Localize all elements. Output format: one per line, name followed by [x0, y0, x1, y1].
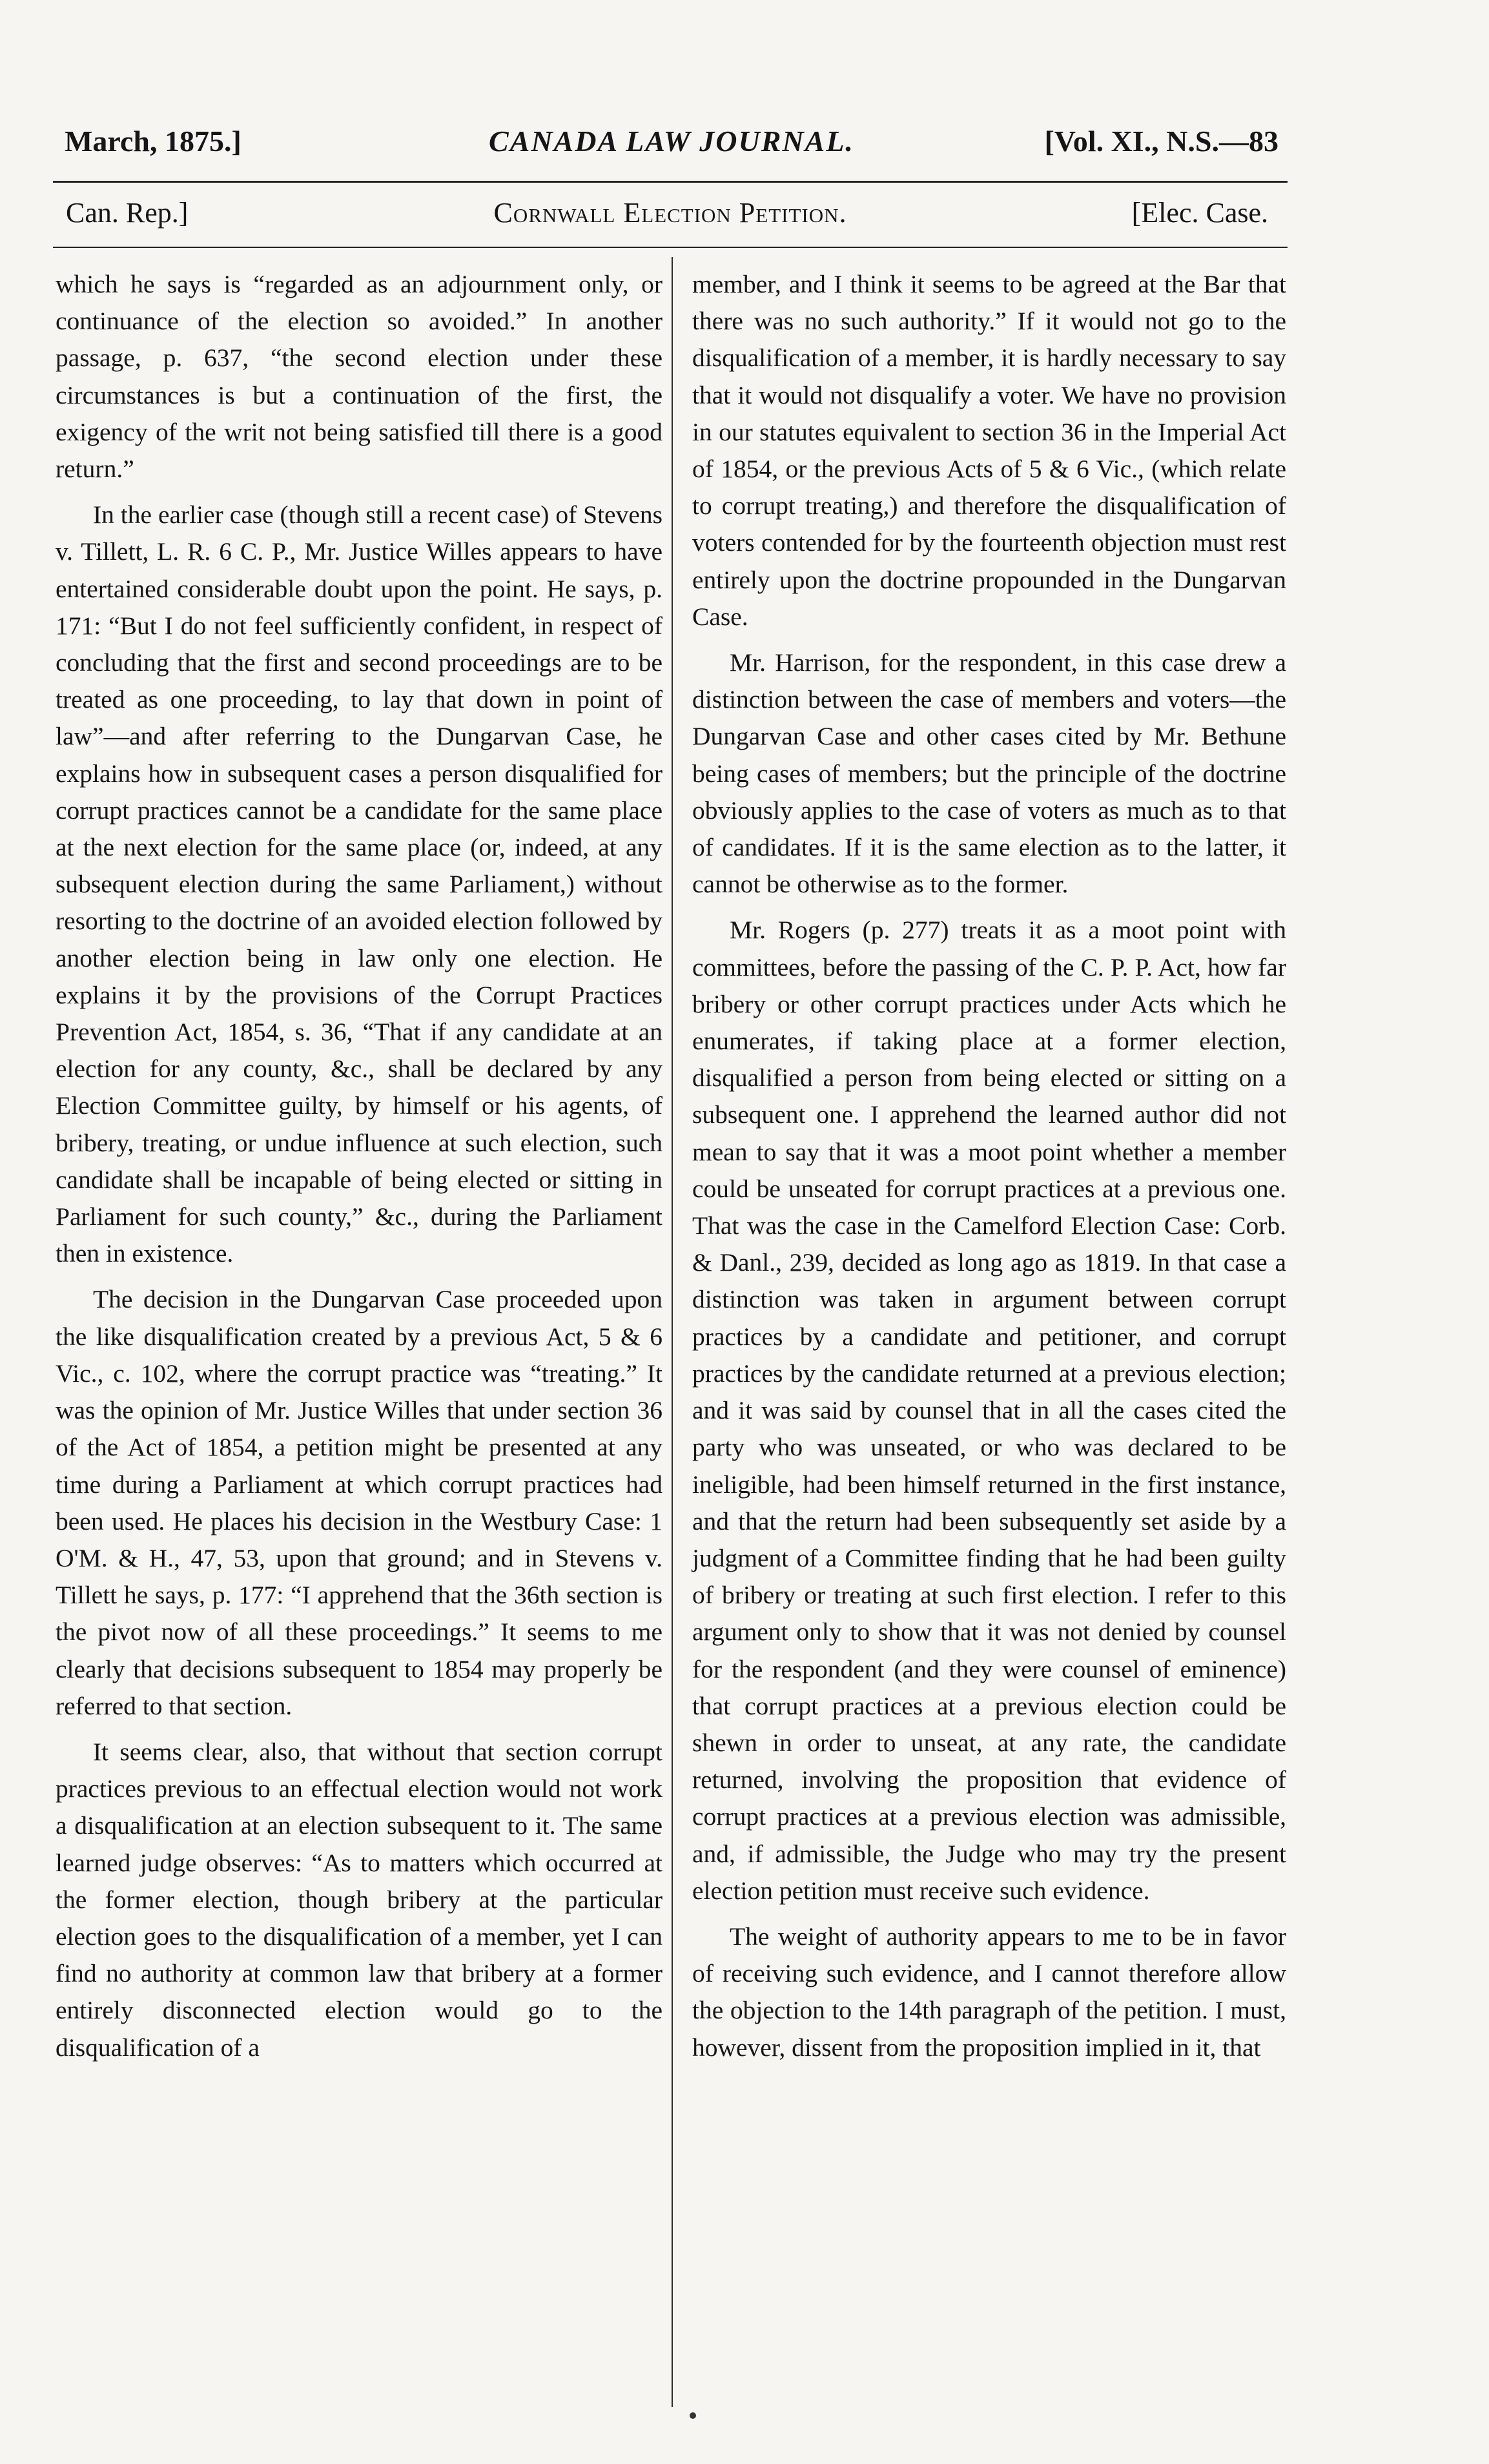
section-head: [53, 194, 1288, 239]
paragraph: member, and I think it seems to be agreed at the Bar that there was no such authority.” If it would not go to the disqualification of a member, it is hardly necessary to say that it would not disqualify a voter. We have no provision in our statutes equivalent to section 36 in the Imperial Act of 1854, or the previous Acts of 5 & 6 Vic., (which relate to corrupt treating,) and therefore the disqualification of voters contended for by the fourteenth objection must rest entirely upon the doctrine propounded in the Dungarvan Case.: [692, 270, 1286, 631]
paragraph: Mr. Rogers (p. 277) treats it as a moot point with committees, before the passing of the C. P. P. Act, how far bribery or other corrupt practices under Acts which he enumerates, if taking place at a former election, disqualified a person from being elected or sitting on a subsequent one. I apprehend the learned author did not mean to say that it was a moot point whether a member could be unseated for corrupt practices at a previous one. That was the case in the Camelford Election Case: Corb. & Danl., 239, decided as long ago as 1819. In that case a distinction was taken in argument between corrupt practices by a candidate and petitioner, and corrupt practices by the candidate returned at a previous election; and it was said by counsel that in all the cases cited the party who was unseated, or who was declared to be ineligible, had been himself returned in the first instance, and that the return had been subsequently set aside by a judgment of a Committee finding that he had been guilty of bribery or treating at such first election. I refer to this argument only to show that it was not denied by counsel for the respondent (and they were counsel of eminence) that corrupt practices at a previous election could be shewn in order to unseat, at any rate, the candidate returned, involving the proposition that evidence of corrupt practices at a previous election was admissible, and, if admissible, the Judge who may try the present election petition must receive such evidence.: [692, 916, 1286, 1905]
journal-title: CANADA LAW JOURNAL.: [489, 125, 854, 158]
paragraph: It seems clear, also, that without that section corrupt practices previous to an effectual election would not work a disqualification at an election subsequent to it. The same learned judge observes: “As to matters which occurred at the former election, though bribery at the particular election goes to the disqualification of a member, yet I can find no authority at common law that bribery at a former entirely disconnected election would go to the disqualification of a: [56, 1737, 662, 2062]
report-series: Can. Rep.]: [66, 197, 189, 229]
paragraph: In the earlier case (though still a recent case) of Stevens v. Tillett, L. R. 6 C. P., Mr. Justice Willes appears to have entertained considerable doubt upon the point. He says, p. 171: “But I do not feel sufficiently confident, in respect of concluding that the first and second proceedings are to be treated as one proceeding, to lay that down in point of law”—and after referring to the Dungarvan Case, he explains how in subsequent cases a person disqualified for corrupt practices cannot be a candidate for the same place at the next election for the same place (or, indeed, at any subsequent election during the same Parliament,) without resorting to the doctrine of an avoided election followed by another election being in law only one election. He explains it by the provisions of the Corrupt Practices Prevention Act, 1854, s. 36, “That if any candidate at an election for any county, &c., shall be declared by any Election Committee guilty, by himself or his agents, of bribery, treating, or undue influence at such election, such candidate shall be incapable of being elected or sitting in Parliament for such county,” &c., during the Parliament then in existence.: [56, 500, 662, 1268]
paragraph: The weight of authority appears to me to be in favor of receiving such evidence, and I cannot therefore allow the objection to the 14th paragraph of the petition. I must, however, dissent from the proposition implied in it, that: [692, 1922, 1286, 2062]
left-column: [56, 266, 662, 2075]
case-title: Cornwall Election Petition.: [493, 197, 847, 229]
running-head: [65, 124, 1278, 169]
paragraph: The decision in the Dungarvan Case proceeded upon the like disqualification created by a previous Act, 5 & 6 Vic., c. 102, where the corrupt practice was “treating.” It was the opinion of Mr. Justice Willes that under section 36 of the Act of 1854, a petition might be presented at any time during a Parliament at which corrupt practices had been used. He places his decision in the Westbury Case: 1 O'M. & H., 47, 53, upon that ground; and in Stevens v. Tillett he says, p. 177: “I apprehend that the 36th section is the pivot now of all these proceedings.” It seems to me clearly that decisions subsequent to 1854 may properly be referred to that section.: [56, 1285, 662, 1720]
volume-page: [Vol. XI., N.S.—83: [1044, 125, 1278, 158]
right-column: [692, 266, 1286, 2075]
header-rule: [53, 181, 1288, 183]
page-mark: [690, 2412, 696, 2419]
section-rule: [53, 247, 1288, 248]
paragraph: Mr. Harrison, for the respondent, in this case drew a distinction between the case of members and voters—the Dungarvan Case and other cases cited by Mr. Bethune being cases of members; but the principle of the doctrine obviously applies to the case of voters as much as to that of candidates. If it is the same election as to the latter, it cannot be otherwise as to the former.: [692, 648, 1286, 899]
issue-date: March, 1875.]: [65, 125, 241, 158]
paragraph: which he says is “regarded as an adjournment only, or continuance of the election so avoided.” In another passage, p. 637, “the second election under these circumstances is but a continuation of the first, the exigency of the writ not being satisfied till there is a good return.”: [56, 270, 662, 484]
column-divider: [672, 257, 673, 2407]
case-type: [Elec. Case.: [1131, 197, 1268, 229]
